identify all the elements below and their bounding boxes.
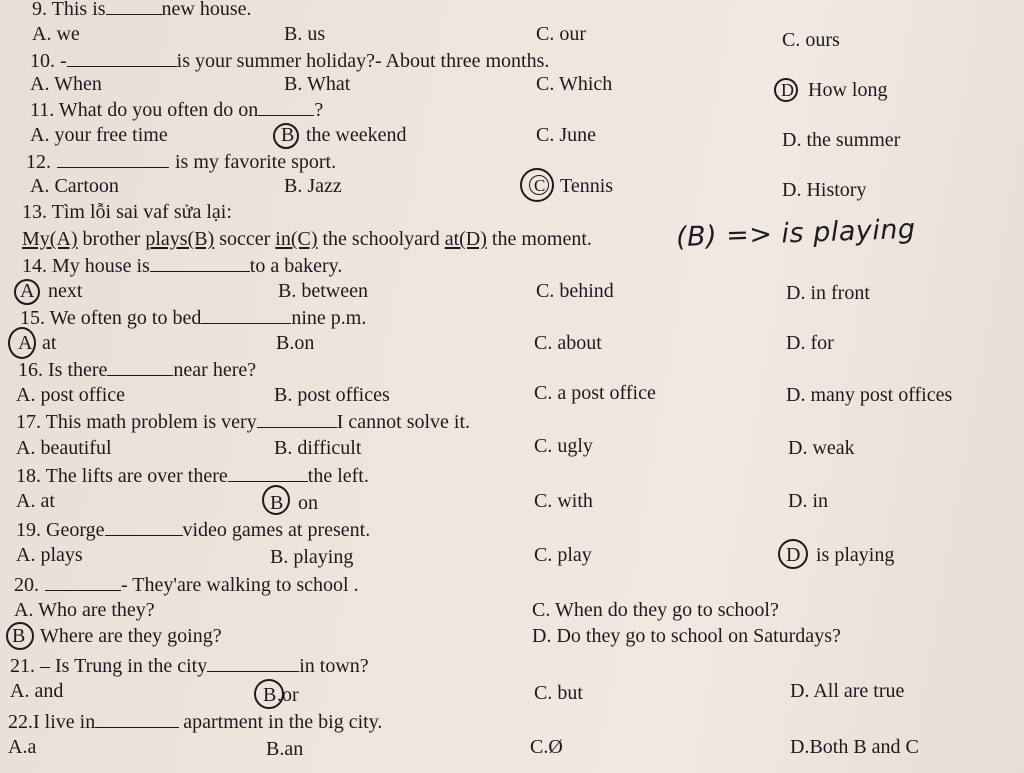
options-18 xyxy=(0,489,1024,515)
error-option-d[interactable]: at(D) xyxy=(444,228,487,250)
option-d[interactable]: D. Do they go to school on Saturdays? xyxy=(532,625,841,647)
error-option-b[interactable]: plays(B) xyxy=(145,228,215,250)
option-c[interactable]: C. play xyxy=(534,544,592,566)
question-text-end: to a bakery. xyxy=(249,255,343,277)
options-9 xyxy=(0,22,1024,51)
circled-letter: B xyxy=(281,124,295,146)
question-9 xyxy=(0,0,1024,22)
options-12 xyxy=(0,174,1024,200)
question-text: 13. Tìm lỗi sai vaf sửa lại: xyxy=(22,201,232,223)
option-b[interactable]: B. playing xyxy=(270,546,354,568)
circled-letter: A xyxy=(20,280,35,302)
circled-letter: A xyxy=(18,332,33,354)
question-text: 19. George xyxy=(16,519,105,541)
question-14 xyxy=(0,253,1024,279)
option-a[interactable]: A. your free time xyxy=(30,124,168,146)
options-10 xyxy=(0,72,1024,101)
question-text: 9. This is xyxy=(32,0,106,20)
error-option-a[interactable]: My(A) xyxy=(22,228,78,250)
option-b[interactable]: B. between xyxy=(278,280,368,302)
option-b[interactable]: B. Jazz xyxy=(284,175,342,197)
option-d[interactable]: C. ours xyxy=(782,29,840,51)
question-16 xyxy=(0,357,1024,383)
circled-letter: B xyxy=(12,625,26,647)
option-c[interactable]: C.Ø xyxy=(530,736,563,758)
question-text: 21. – Is Trung in the city xyxy=(10,655,208,677)
question-text: 10. - xyxy=(30,50,67,72)
options-20-row1 xyxy=(0,598,1024,624)
option-b[interactable]: B. us xyxy=(284,23,326,45)
option-b[interactable]: B.on xyxy=(276,332,315,354)
question-15 xyxy=(0,305,1024,331)
answer-blank xyxy=(228,463,308,482)
answer-blank xyxy=(150,253,250,272)
options-11 xyxy=(0,123,1024,149)
options-21 xyxy=(0,679,1024,705)
option-b[interactable]: B. What xyxy=(284,73,351,95)
option-b[interactable]: B. post offices xyxy=(274,384,390,406)
option-c[interactable]: C. with xyxy=(534,490,593,512)
handwritten-correction: (B) => is playing xyxy=(675,213,917,254)
options-17 xyxy=(0,436,1024,462)
option-a[interactable]: A. at xyxy=(16,490,55,512)
question-19 xyxy=(0,517,1024,543)
question-11 xyxy=(0,97,1024,123)
question-20 xyxy=(0,572,1024,598)
options-22 xyxy=(0,735,1024,761)
question-text: 12. xyxy=(26,151,51,173)
option-c[interactable]: C. but xyxy=(534,682,583,704)
option-a[interactable]: A. When xyxy=(30,73,102,95)
answer-blank xyxy=(257,409,337,428)
option-a-selected[interactable]: at xyxy=(42,332,57,354)
option-c[interactable]: C. a post office xyxy=(534,382,656,404)
question-text: 15. We often go to bed xyxy=(20,307,202,329)
circled-letter: B xyxy=(263,684,277,706)
question-text: 18. The lifts are over there xyxy=(16,465,228,487)
question-text-end: in town? xyxy=(299,655,369,677)
option-d[interactable]: D. History xyxy=(782,179,867,201)
answer-blank xyxy=(45,572,121,591)
answer-blank xyxy=(106,0,162,15)
option-d[interactable]: D. for xyxy=(786,332,834,354)
question-18 xyxy=(0,463,1024,489)
option-a-selected[interactable]: next xyxy=(48,280,83,302)
answer-blank xyxy=(258,97,314,116)
option-c[interactable]: C. ugly xyxy=(534,435,593,457)
options-16 xyxy=(0,383,1024,409)
option-c[interactable]: C. When do they go to school? xyxy=(532,599,779,621)
answer-blank xyxy=(67,48,177,67)
question-text-end: video games at present. xyxy=(182,519,371,541)
error-sentence: My(A) brother plays(B) soccer in(C) the schoolyard at(D) the moment. xyxy=(22,228,592,250)
option-b-selected[interactable]: on xyxy=(298,492,318,514)
circled-letter: C xyxy=(534,176,546,195)
answer-blank xyxy=(107,357,173,376)
option-c[interactable]: C. about xyxy=(534,332,602,354)
question-text: 20. xyxy=(14,574,39,596)
question-text-end: the left. xyxy=(307,465,369,487)
question-text: 11. What do you often do on xyxy=(30,99,259,121)
option-a[interactable]: A. plays xyxy=(16,544,83,566)
option-b-selected[interactable]: .or xyxy=(277,684,299,706)
option-a[interactable]: A.a xyxy=(8,736,37,758)
option-d[interactable]: D. weak xyxy=(788,437,855,459)
option-c[interactable]: C. Which xyxy=(536,73,613,95)
option-a[interactable]: A. we xyxy=(32,23,80,45)
question-text-end: near here? xyxy=(173,359,257,381)
question-text-end: - They'are walking to school . xyxy=(121,574,359,596)
option-d-selected[interactable]: How long xyxy=(808,79,888,101)
question-text: 16. Is there xyxy=(18,359,108,381)
option-d[interactable]: D. many post offices xyxy=(786,384,953,406)
option-a[interactable]: A. and xyxy=(10,680,64,702)
question-text: 22.I live in xyxy=(8,711,96,733)
question-text-end: apartment in the big city. xyxy=(183,711,383,733)
question-text-end: is my favorite sport. xyxy=(175,151,337,173)
options-20-row2 xyxy=(0,624,1024,650)
option-c[interactable]: C. June xyxy=(536,124,596,146)
option-d[interactable]: D. in front xyxy=(786,282,870,304)
question-text: 14. My house is xyxy=(22,255,150,277)
circled-letter: D xyxy=(781,80,794,100)
question-text: 17. This math problem is very xyxy=(16,411,257,433)
option-c[interactable]: C. behind xyxy=(536,280,614,302)
options-19 xyxy=(0,543,1024,569)
question-12 xyxy=(0,149,1024,175)
option-b[interactable]: B.an xyxy=(266,738,304,760)
error-option-c[interactable]: in(C) xyxy=(275,228,318,250)
option-d[interactable]: D. the summer xyxy=(782,129,901,151)
answer-blank xyxy=(201,305,291,324)
question-17 xyxy=(0,409,1024,435)
options-15 xyxy=(0,331,1024,357)
option-a[interactable]: A. post office xyxy=(16,384,126,406)
question-10 xyxy=(0,48,1024,74)
question-text-end: I cannot solve it. xyxy=(336,411,471,433)
option-a[interactable]: A. Who are they? xyxy=(14,599,155,621)
option-b-selected[interactable]: Where are they going? xyxy=(40,625,222,647)
question-text-end: is your summer holiday?- About three months. xyxy=(176,50,550,72)
option-b-selected[interactable]: the weekend xyxy=(306,124,407,146)
circled-letter: B xyxy=(270,492,284,514)
option-d[interactable]: D. All are true xyxy=(790,680,905,702)
question-22 xyxy=(0,709,1024,735)
circled-letter: D xyxy=(786,544,801,566)
answer-blank xyxy=(207,653,299,672)
option-d[interactable]: D. in xyxy=(788,490,828,512)
answer-blank xyxy=(57,149,169,168)
option-c[interactable]: C. our xyxy=(536,23,586,45)
option-d-selected[interactable]: is playing xyxy=(816,544,895,566)
options-14 xyxy=(0,279,1024,305)
option-a[interactable]: A. beautiful xyxy=(16,437,112,459)
option-b[interactable]: B. difficult xyxy=(274,437,362,459)
option-c-selected[interactable]: Tennis xyxy=(560,175,614,197)
question-text-end: ? xyxy=(314,99,324,121)
question-text-end: new house. xyxy=(161,0,252,20)
question-21 xyxy=(0,653,1024,679)
option-a[interactable]: A. Cartoon xyxy=(30,175,119,197)
answer-blank xyxy=(95,709,179,728)
answer-blank xyxy=(105,517,183,536)
question-text-end: nine p.m. xyxy=(291,307,367,329)
option-d[interactable]: D.Both B and C xyxy=(790,736,919,758)
